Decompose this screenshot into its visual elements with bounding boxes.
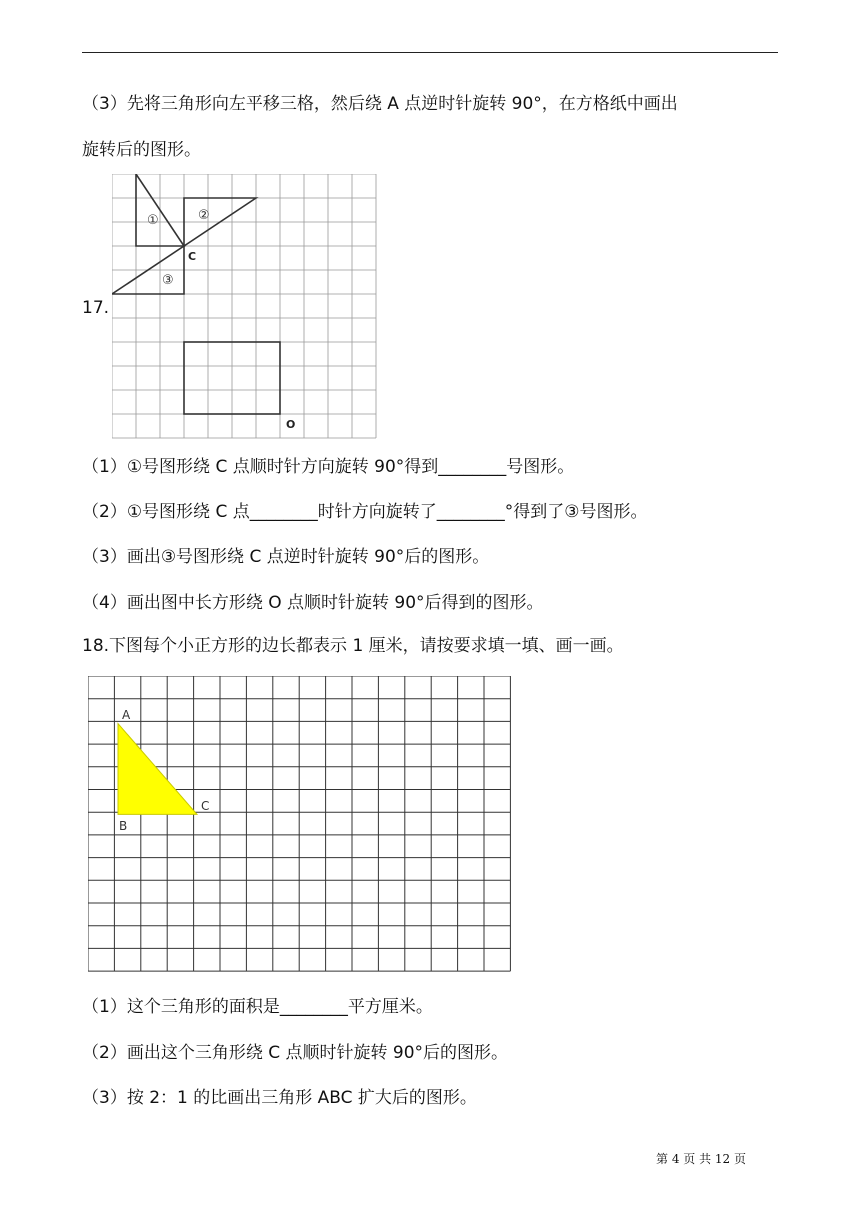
- q17-part2: （2）①号图形绕 C 点________时针方向旋转了________°得到了③号图形。: [82, 502, 648, 522]
- q18-part2: （2）画出这个三角形绕 C 点顺时针旋转 90°后的图形。: [82, 1043, 509, 1063]
- shape-1-label: ①: [147, 213, 159, 228]
- q18-title: 18.下图每个小正方形的边长都表示 1 厘米，请按要求填一填、画一画。: [82, 636, 624, 656]
- shape-2-label: ②: [198, 208, 210, 223]
- q17-number: 17.: [82, 298, 110, 318]
- point-a-label: A: [122, 708, 131, 722]
- point-b-label: B: [119, 819, 128, 833]
- point-c-label: C: [188, 250, 197, 263]
- header-rule: [82, 52, 778, 53]
- q17-part1: （1）①号图形绕 C 点顺时针方向旋转 90°得到________号图形。: [82, 457, 575, 477]
- q17-figure: [112, 174, 384, 448]
- shape-3-label: ③: [162, 273, 174, 288]
- point-o-label: O: [286, 418, 296, 431]
- q18-figure: [88, 676, 522, 980]
- q16-part3-line1: （3）先将三角形向左平移三格，然后绕 A 点逆时针旋转 90°，在方格纸中画出: [82, 94, 678, 114]
- q18-grid: [88, 676, 510, 971]
- q18-part1: （1）这个三角形的面积是________平方厘米。: [82, 997, 433, 1017]
- q16-part3-line2: 旋转后的图形。: [82, 140, 201, 160]
- q17-part4: （4）画出图中长方形绕 O 点顺时针旋转 90°后得到的图形。: [82, 593, 544, 613]
- q18-part3: （3）按 2：1 的比画出三角形 ABC 扩大后的图形。: [82, 1088, 477, 1108]
- triangle-abc: [118, 724, 197, 815]
- q17-part3: （3）画出③号图形绕 C 点逆时针旋转 90°后的图形。: [82, 547, 490, 567]
- page-footer: 第 4 页 共 12 页: [656, 1152, 746, 1166]
- point-c-label: C: [201, 799, 210, 813]
